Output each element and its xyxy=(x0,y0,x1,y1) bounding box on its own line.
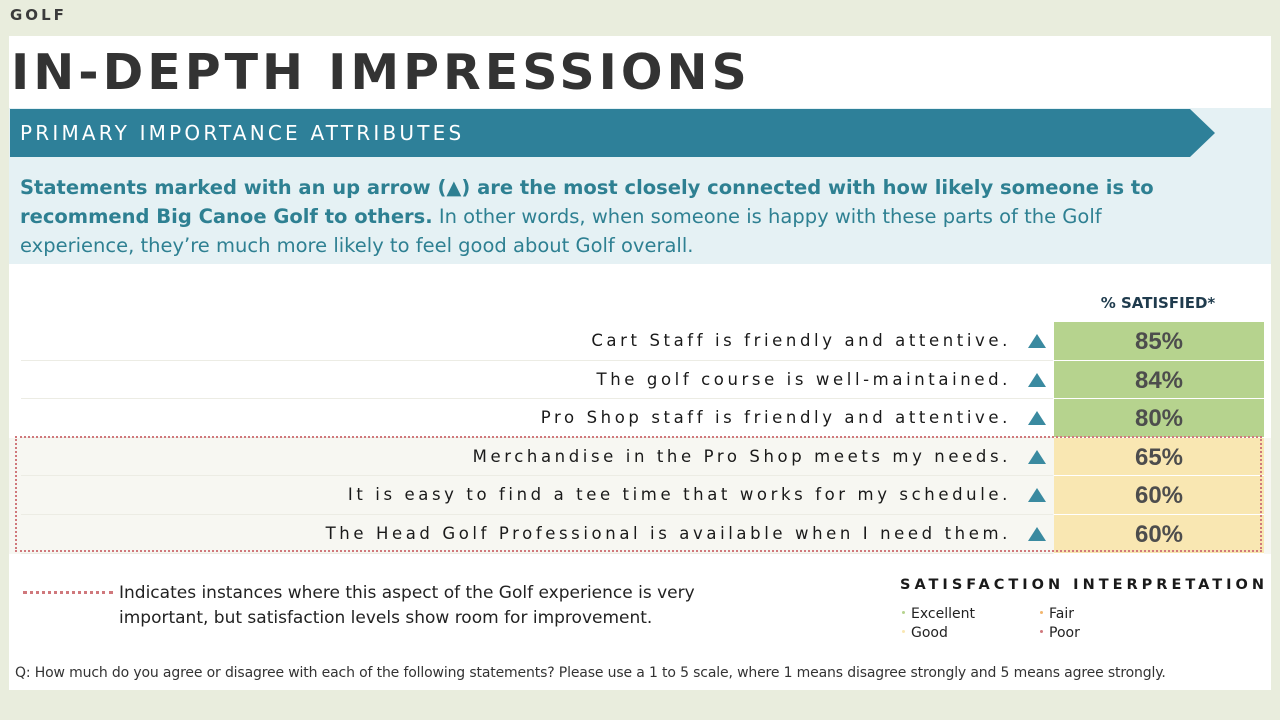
table-row xyxy=(9,399,1271,438)
attribute-statement: Pro Shop staff is friendly and attentive. xyxy=(540,408,1011,428)
satisfied-value: 65% xyxy=(1054,438,1264,476)
satisfied-column-header: % SATISFIED* xyxy=(1100,294,1216,312)
attribute-statement: Merchandise in the Pro Shop meets my needs. xyxy=(472,446,1011,466)
up-arrow-icon xyxy=(1027,333,1047,349)
attribute-statement: Cart Staff is friendly and attentive. xyxy=(591,331,1011,350)
interpretation-item xyxy=(1040,606,1074,622)
interpretation-title: SATISFACTION INTERPRETATION xyxy=(900,577,1268,593)
interpretation-label: Fair xyxy=(1049,606,1074,622)
interpretation-label: Poor xyxy=(1049,625,1080,641)
table-row xyxy=(9,361,1271,400)
satisfied-value: 84% xyxy=(1054,361,1264,399)
satisfied-value: 60% xyxy=(1054,515,1264,553)
interpretation-item xyxy=(902,625,948,641)
intro-normal-text: In other words, when someone is happy with these parts of the Golf experience, they’re much more likely to feel good about Golf overall. xyxy=(20,205,1102,257)
banner-title: PRIMARY IMPORTANCE ATTRIBUTES xyxy=(20,121,465,145)
intro-text xyxy=(20,173,1180,260)
bullet-dot-icon xyxy=(1040,611,1043,614)
intro-bold-text: Statements marked with an up arrow (▲) are the most closely connected with how likely someone is to recommend Big Canoe Golf to others. xyxy=(20,176,1154,228)
attribute-statement: It is easy to find a tee time that works for my schedule. xyxy=(347,485,1011,505)
interpretation-item xyxy=(902,606,975,622)
legend-text: Indicates instances where this aspect of the Golf experience is very important, but satisfaction levels show room for improvement. xyxy=(119,583,695,628)
interpretation-label: Good xyxy=(911,625,948,641)
dotted-legend-line xyxy=(23,591,113,594)
up-arrow-icon xyxy=(1027,372,1047,388)
improvement-highlight-box xyxy=(15,436,1262,552)
bullet-dot-icon xyxy=(1040,630,1043,633)
attribute-statement: The Head Golf Professional is available when I need them. xyxy=(325,524,1011,543)
satisfied-value: 80% xyxy=(1054,399,1264,437)
survey-question: Q: How much do you agree or disagree with each of the following statements? Please use a 1 to 5 scale, where 1 means disagree strongly and 5 means agree strongly. xyxy=(15,665,1166,681)
interpretation-label: Excellent xyxy=(911,606,975,622)
slide xyxy=(9,36,1271,690)
value-separator xyxy=(1054,553,1264,554)
attribute-statement: The golf course is well-maintained. xyxy=(596,369,1011,389)
up-arrow-icon xyxy=(1027,410,1047,426)
satisfied-value: 85% xyxy=(1054,322,1264,360)
section-banner xyxy=(10,109,1215,157)
section-label: GOLF xyxy=(10,6,67,24)
bullet-dot-icon xyxy=(902,611,905,614)
interpretation-item xyxy=(1040,625,1080,641)
satisfied-value: 60% xyxy=(1054,476,1264,514)
table-row xyxy=(9,322,1271,361)
page-title: IN-DEPTH IMPRESSIONS xyxy=(11,44,751,101)
bullet-dot-icon xyxy=(902,630,905,633)
